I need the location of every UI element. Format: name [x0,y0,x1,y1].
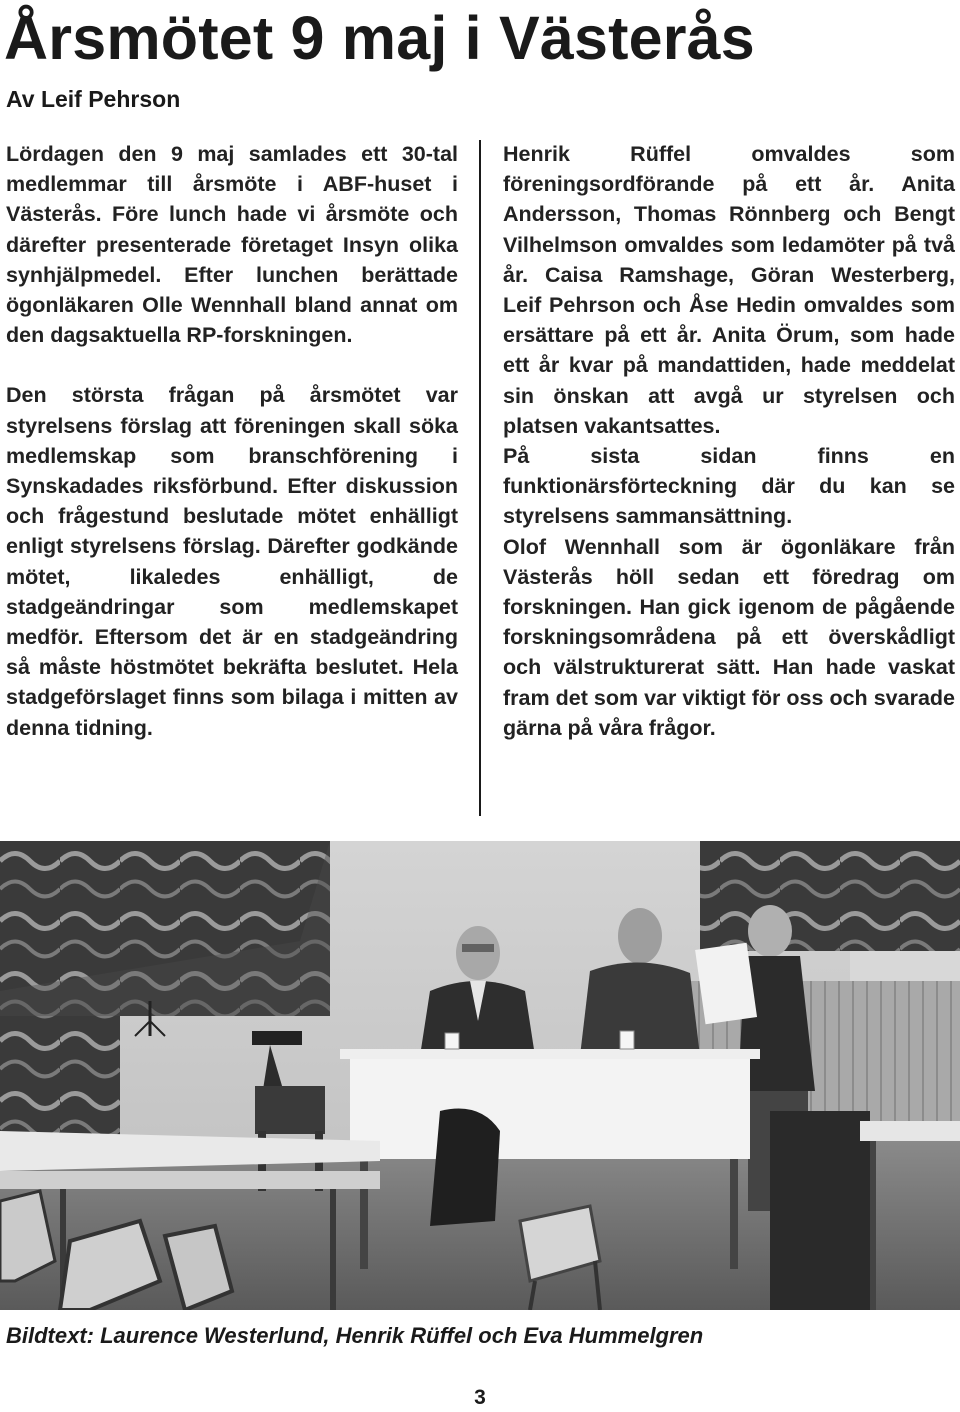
paragraph-lecture: Olof Wennhall som är ögonläkare från Västerås höll sedan ett föredrag om forskningen. Han gick igenom de pågående forskningsområdena på ett överskådligt och välstrukturerat sätt. Han hade vaskat fram det som var viktigt för oss och svarade gärna på våra frågor. [503,534,955,740]
article-byline: Av Leif Pehrson [6,86,181,112]
text-column-left [6,139,458,743]
column-divider [479,140,481,816]
paragraph-officials-list: På sista sidan finns en funktionärsförteckning där du kan se styrelsens sammansättning. [503,444,955,529]
article-title: Årsmötet 9 maj i Västerås [4,4,755,72]
meeting-photo [0,841,960,1310]
page-number: 3 [474,1386,486,1409]
text-column-right [503,139,955,743]
paragraph-annual-meeting-intro: Lördagen den 9 maj samlades ett 30-tal medlemmar till årsmöte i ABF-huset i Västerås. Före lunch hade vi årsmöte och därefter presenterade företaget Insyn olika synhjälpmedel. Efter lunchen berättade ögonläkaren Olle Wennhall bland annat om den dagsaktuella RP-forskningen. [6,142,458,348]
paragraph-board-election: Henrik Rüffel omvaldes som föreningsordförande på ett år. Anita Andersson, Thomas Rönnberg och Bengt Vilhelmson omvaldes som ledamöter på två år. Caisa Ramshage, Göran Westerberg, Leif Pehrson och Åse Hedin omvaldes som ersättare på ett år. Anita Örum, som hade ett år kvar på mandattiden, hade meddelat sin önskan att avgå ur styrelsen och platsen vakantsattes. [503,142,955,438]
paragraph-membership-proposal: Den största frågan på årsmötet var styrelsens förslag att föreningen skall söka medlemskap som branschförening i Synskadades riksförbund. Efter diskussion och frågestund beslutade mötet enhälligt enligt styrelsens förslag. Därefter godkände mötet, likaledes enhälligt, de stadgeändringar som medlemskapet medför. Eftersom det är en stadgeändring så måste höstmötet bekräfta beslutet. Hela stadgeförslaget finns som bilaga i mitten av denna tidning. [6,383,458,740]
photo-caption: Bildtext: Laurence Westerlund, Henrik Rüffel och Eva Hummelgren [6,1323,704,1348]
